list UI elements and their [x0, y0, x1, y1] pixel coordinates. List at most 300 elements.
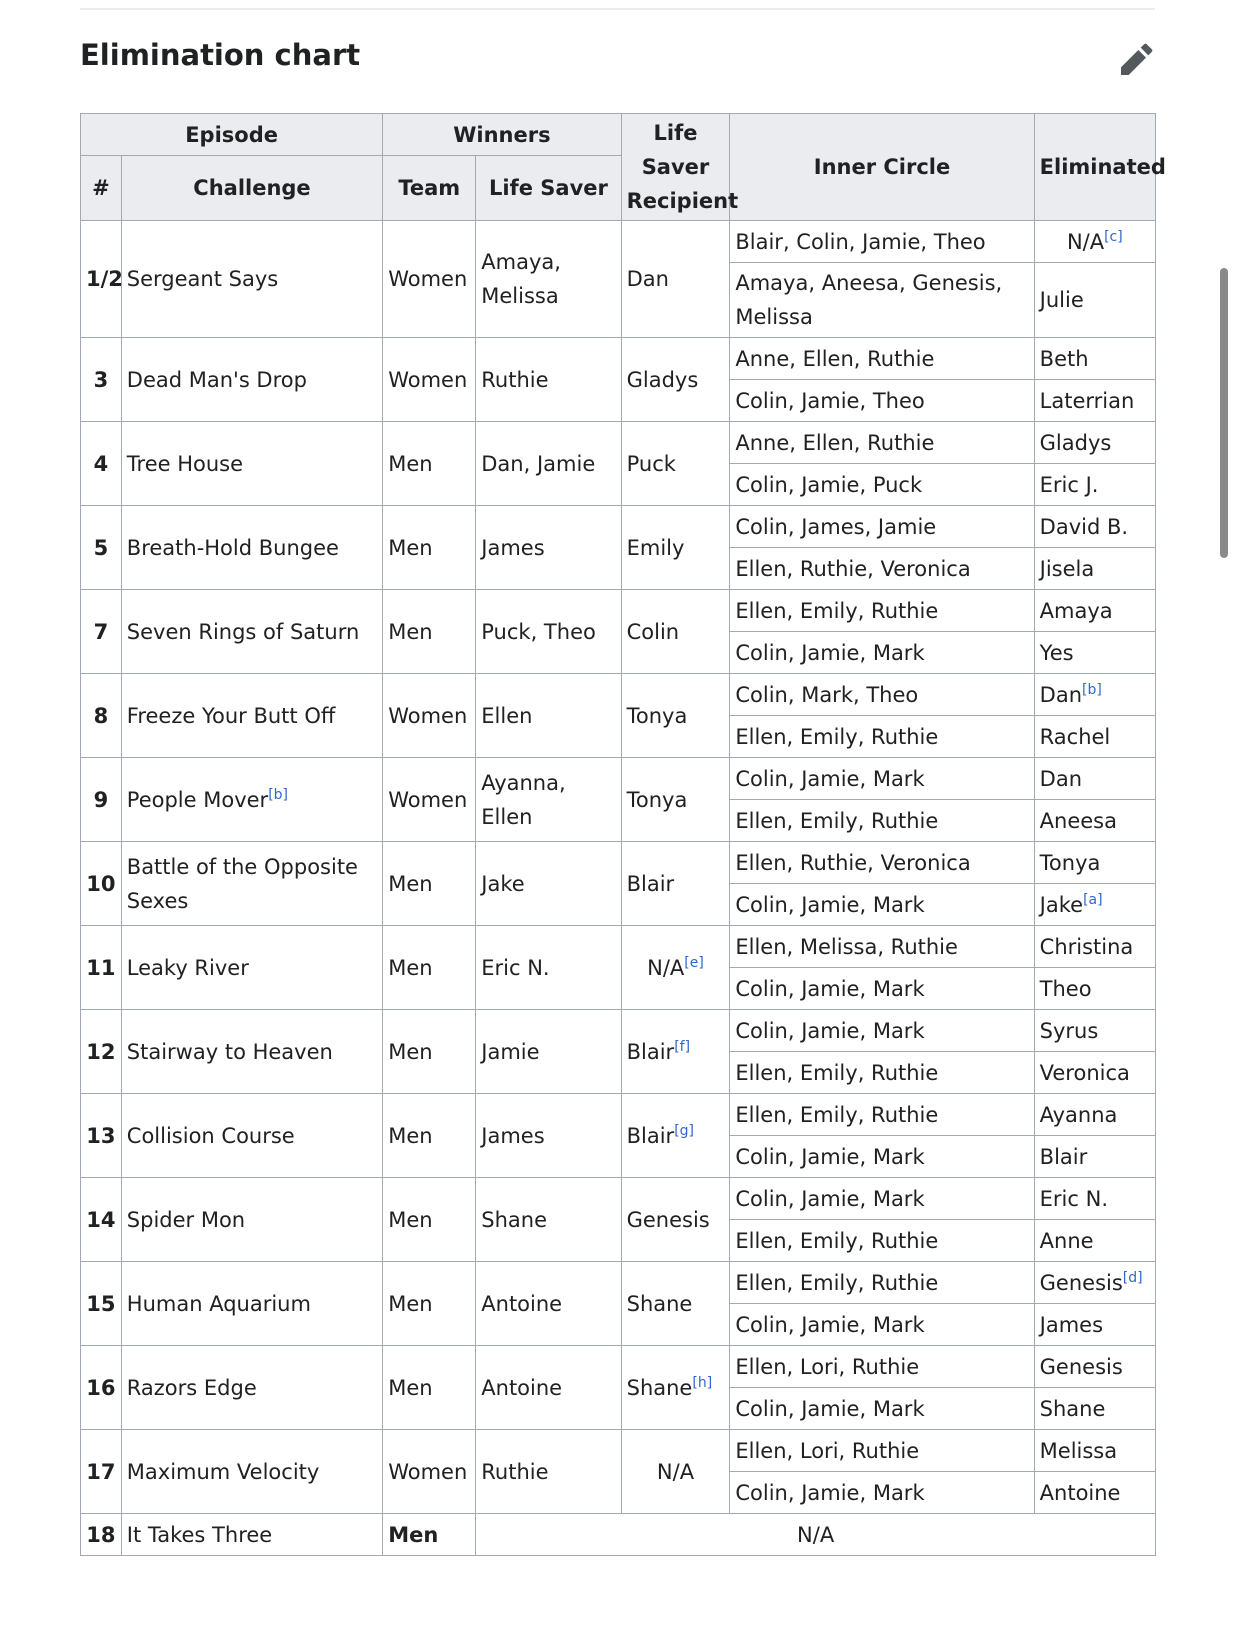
inner-circle-cell — [730, 1430, 1034, 1472]
episode-number — [81, 506, 122, 590]
team-cell-text: Men — [388, 955, 433, 980]
challenge-cell — [121, 1514, 382, 1556]
eliminated-cell — [1034, 1010, 1155, 1052]
recipient-cell-text: Puck — [626, 451, 676, 476]
header-team: Team — [383, 156, 476, 221]
recipient-cell-text: N/A — [656, 1459, 695, 1484]
team-cell-text: Men — [388, 535, 433, 560]
eliminated-cell-text: Gladys — [1039, 430, 1112, 455]
team-cell — [383, 1178, 476, 1262]
eliminated-cell-text: Aneesa — [1039, 808, 1117, 833]
footnote-link[interactable]: [b] — [1082, 681, 1102, 698]
life-saver-cell — [476, 338, 621, 422]
episode-number — [81, 842, 122, 926]
table-row — [81, 221, 1156, 263]
inner-circle-cell-text: Colin, Jamie, Puck — [735, 472, 923, 497]
inner-circle-cell-text: Colin, James, Jamie — [735, 514, 937, 539]
episode-number-text: 13 — [86, 1123, 116, 1148]
eliminated-cell-text: Genesis — [1039, 1270, 1123, 1295]
header-inner-circle: Inner Circle — [730, 114, 1034, 221]
life-saver-cell-text: Shane — [481, 1207, 548, 1232]
inner-circle-cell-text: Colin, Jamie, Mark — [735, 976, 925, 1001]
footnote-link[interactable]: [d] — [1122, 1269, 1143, 1286]
challenge-cell — [121, 1430, 382, 1514]
episode-number — [81, 758, 122, 842]
challenge-cell-text: Maximum Velocity — [126, 1459, 320, 1484]
life-saver-cell — [476, 1430, 621, 1514]
eliminated-cell-text: Ayanna — [1039, 1102, 1118, 1127]
eliminated-cell-text: Dan — [1039, 766, 1083, 791]
episode-number-text: 11 — [86, 955, 116, 980]
recipient-cell-text: Emily — [626, 535, 685, 560]
eliminated-cell — [1034, 1430, 1155, 1472]
table-row — [81, 1346, 1156, 1388]
inner-circle-cell-text: Ellen, Emily, Ruthie — [735, 1270, 939, 1295]
inner-circle-cell-text: Colin, Jamie, Theo — [735, 388, 925, 413]
recipient-cell — [621, 674, 730, 758]
recipient-cell — [621, 842, 730, 926]
episode-number-text: 18 — [86, 1522, 116, 1547]
inner-circle-cell-text: Ellen, Lori, Ruthie — [735, 1438, 920, 1463]
table-row — [81, 590, 1156, 632]
episode-number-text: 4 — [93, 451, 109, 476]
team-cell-text: Men — [388, 1291, 433, 1316]
life-saver-cell-text: Ruthie — [481, 1459, 549, 1484]
inner-circle-cell — [730, 506, 1034, 548]
na-cell — [476, 1514, 1156, 1556]
eliminated-cell — [1034, 968, 1155, 1010]
challenge-cell-text: Seven Rings of Saturn — [126, 619, 360, 644]
eliminated-cell-text: Blair — [1039, 1144, 1088, 1169]
table-row — [81, 926, 1156, 968]
team-cell-text: Women — [388, 267, 468, 291]
inner-circle-cell — [730, 1304, 1034, 1346]
footnote-link[interactable]: [b] — [268, 786, 288, 803]
recipient-cell — [621, 422, 730, 506]
team-cell — [383, 1346, 476, 1430]
life-saver-cell-text: Amaya, Melissa — [481, 250, 561, 308]
team-cell — [383, 758, 476, 842]
challenge-cell — [121, 590, 382, 674]
challenge-cell — [121, 1178, 382, 1262]
eliminated-cell-text: Melissa — [1039, 1438, 1118, 1463]
life-saver-cell — [476, 506, 621, 590]
recipient-cell-text: Dan — [626, 267, 669, 291]
life-saver-cell-text: Antoine — [481, 1375, 563, 1400]
episode-number — [81, 338, 122, 422]
inner-circle-cell — [730, 338, 1034, 380]
recipient-cell — [621, 221, 730, 338]
episode-number-text: 5 — [93, 535, 109, 560]
team-cell-text: Men — [388, 1123, 433, 1148]
inner-circle-cell-text: Colin, Jamie, Mark — [735, 892, 925, 917]
inner-circle-cell — [730, 1052, 1034, 1094]
episode-number — [81, 1514, 122, 1556]
challenge-cell-text: Leaky River — [126, 955, 249, 980]
eliminated-cell — [1034, 464, 1155, 506]
inner-circle-cell — [730, 1220, 1034, 1262]
episode-number-text: 8 — [93, 703, 109, 728]
episode-number — [81, 1346, 122, 1430]
life-saver-cell — [476, 422, 621, 506]
inner-circle-cell-text: Colin, Jamie, Mark — [735, 1312, 925, 1337]
eliminated-cell — [1034, 221, 1155, 263]
challenge-cell — [121, 1346, 382, 1430]
inner-circle-cell — [730, 380, 1034, 422]
challenge-cell — [121, 422, 382, 506]
recipient-cell-text: Shane — [626, 1375, 693, 1400]
recipient-cell-text: Shane — [626, 1291, 693, 1316]
challenge-cell — [121, 1010, 382, 1094]
inner-circle-cell — [730, 674, 1034, 716]
eliminated-cell-text: Shane — [1039, 1396, 1106, 1421]
life-saver-cell — [476, 842, 621, 926]
episode-number — [81, 422, 122, 506]
table-row — [81, 1262, 1156, 1304]
eliminated-cell — [1034, 263, 1155, 338]
life-saver-cell — [476, 674, 621, 758]
eliminated-cell — [1034, 590, 1155, 632]
eliminated-cell — [1034, 674, 1155, 716]
table-row — [81, 1514, 1156, 1556]
team-cell — [383, 221, 476, 338]
pencil-icon[interactable] — [1116, 40, 1156, 80]
team-cell-text: Women — [388, 787, 468, 812]
inner-circle-cell-text: Colin, Jamie, Mark — [735, 1186, 925, 1211]
life-saver-cell-text: Ayanna, Ellen — [481, 770, 566, 829]
recipient-cell — [621, 1430, 730, 1514]
recipient-cell — [621, 758, 730, 842]
eliminated-cell — [1034, 926, 1155, 968]
team-cell-text: Men — [388, 451, 433, 476]
inner-circle-cell — [730, 926, 1034, 968]
challenge-cell-text: Battle of the Opposite Sexes — [126, 854, 358, 913]
recipient-cell-text: Colin — [626, 619, 680, 644]
team-cell — [383, 338, 476, 422]
episode-number — [81, 1430, 122, 1514]
inner-circle-cell-text: Ellen, Emily, Ruthie — [735, 1228, 939, 1253]
life-saver-cell — [476, 926, 621, 1010]
eliminated-cell-text: Syrus — [1039, 1018, 1099, 1043]
team-cell — [383, 1262, 476, 1346]
challenge-cell-text: Human Aquarium — [126, 1291, 311, 1316]
header-eliminated: Eliminated — [1034, 114, 1155, 221]
inner-circle-cell-text: Ellen, Emily, Ruthie — [735, 724, 939, 749]
recipient-cell — [621, 506, 730, 590]
eliminated-cell-text: Laterrian — [1039, 388, 1135, 413]
recipient-cell-text: Gladys — [626, 367, 699, 392]
team-cell — [383, 590, 476, 674]
challenge-cell — [121, 1262, 382, 1346]
challenge-cell-text: Spider Mon — [126, 1207, 246, 1232]
inner-circle-cell-text: Amaya, Aneesa, Genesis, Melissa — [735, 271, 1003, 329]
eliminated-cell-text: Julie — [1039, 288, 1084, 312]
eliminated-cell — [1034, 1052, 1155, 1094]
challenge-cell — [121, 1094, 382, 1178]
challenge-cell-text: Stairway to Heaven — [126, 1039, 333, 1064]
eliminated-cell-text: Genesis — [1039, 1354, 1123, 1379]
life-saver-cell-text: Antoine — [481, 1291, 563, 1316]
eliminated-cell-text: Veronica — [1039, 1060, 1130, 1085]
inner-circle-cell — [730, 1136, 1034, 1178]
eliminated-cell-text: David B. — [1039, 514, 1129, 539]
inner-circle-cell-text: Ellen, Emily, Ruthie — [735, 808, 939, 833]
table-row — [81, 1010, 1156, 1052]
challenge-cell-text: Collision Course — [126, 1123, 295, 1148]
footnote-link[interactable]: [e] — [684, 954, 704, 971]
challenge-cell-text: Freeze Your Butt Off — [126, 703, 336, 728]
inner-circle-cell-text: Ellen, Ruthie, Veronica — [735, 850, 971, 875]
eliminated-cell — [1034, 632, 1155, 674]
recipient-cell — [621, 338, 730, 422]
challenge-cell — [121, 842, 382, 926]
inner-circle-cell-text: Ellen, Emily, Ruthie — [735, 1060, 939, 1085]
inner-circle-cell — [730, 1388, 1034, 1430]
eliminated-cell — [1034, 338, 1155, 380]
team-cell-text: Women — [388, 367, 468, 392]
eliminated-cell-text: Theo — [1039, 976, 1092, 1001]
inner-circle-cell — [730, 716, 1034, 758]
eliminated-cell-text: Christina — [1039, 934, 1134, 959]
life-saver-cell — [476, 1346, 621, 1430]
eliminated-cell — [1034, 380, 1155, 422]
eliminated-cell — [1034, 716, 1155, 758]
inner-circle-cell — [730, 1262, 1034, 1304]
inner-circle-cell-text: Colin, Jamie, Mark — [735, 640, 925, 665]
recipient-cell — [621, 1010, 730, 1094]
episode-number — [81, 221, 122, 338]
inner-circle-cell-text: Colin, Jamie, Mark — [735, 766, 925, 791]
table-row — [81, 1178, 1156, 1220]
inner-circle-cell — [730, 1178, 1034, 1220]
challenge-cell-text: People Mover — [126, 787, 269, 812]
table-row — [81, 1094, 1156, 1136]
footnote-link[interactable]: [h] — [692, 1374, 713, 1391]
recipient-cell-text: Genesis — [626, 1207, 710, 1232]
eliminated-cell-text: Tonya — [1039, 850, 1101, 875]
eliminated-cell-text: Jake — [1039, 892, 1084, 917]
inner-circle-cell-text: Colin, Jamie, Mark — [735, 1480, 925, 1505]
footnote-link[interactable]: [c] — [1104, 228, 1123, 245]
challenge-cell — [121, 338, 382, 422]
eliminated-cell — [1034, 1304, 1155, 1346]
table-row — [81, 842, 1156, 884]
inner-circle-cell-text: Colin, Jamie, Mark — [735, 1396, 925, 1421]
episode-number-text: 12 — [86, 1039, 116, 1064]
life-saver-cell-text: Puck, Theo — [481, 619, 596, 644]
recipient-cell-text: Blair — [626, 1123, 675, 1148]
life-saver-cell-text: Ellen — [481, 703, 533, 728]
challenge-cell — [121, 926, 382, 1010]
team-cell-text: Women — [388, 703, 468, 728]
eliminated-cell-text: Amaya — [1039, 598, 1113, 623]
eliminated-cell-text: Rachel — [1039, 724, 1111, 749]
challenge-cell-text: Dead Man's Drop — [126, 367, 307, 392]
table-row — [81, 338, 1156, 380]
challenge-cell — [121, 506, 382, 590]
eliminated-cell — [1034, 800, 1155, 842]
team-cell — [383, 674, 476, 758]
episode-number — [81, 926, 122, 1010]
eliminated-cell-text: Eric J. — [1039, 472, 1099, 497]
eliminated-cell-text: N/A — [1066, 229, 1105, 254]
recipient-cell — [621, 1346, 730, 1430]
episode-number-text: 3 — [93, 367, 109, 392]
inner-circle-cell — [730, 590, 1034, 632]
eliminated-cell — [1034, 1220, 1155, 1262]
team-cell — [383, 1514, 476, 1556]
eliminated-cell — [1034, 758, 1155, 800]
team-cell — [383, 1430, 476, 1514]
episode-number-text: 15 — [86, 1291, 116, 1316]
footnote-link[interactable]: [g] — [674, 1122, 694, 1139]
inner-circle-cell — [730, 1346, 1034, 1388]
life-saver-cell — [476, 221, 621, 338]
life-saver-cell-text: Jamie — [481, 1039, 540, 1064]
recipient-cell — [621, 926, 730, 1010]
recipient-cell — [621, 1094, 730, 1178]
recipient-cell-text: Tonya — [626, 703, 688, 728]
eliminated-cell-text: Beth — [1039, 346, 1089, 371]
inner-circle-cell — [730, 1010, 1034, 1052]
challenge-cell — [121, 674, 382, 758]
episode-number — [81, 1010, 122, 1094]
recipient-cell-text: Tonya — [626, 787, 688, 812]
team-cell-text: Men — [388, 1207, 433, 1232]
team-cell — [383, 506, 476, 590]
episode-number-text: 16 — [86, 1375, 116, 1400]
team-cell — [383, 422, 476, 506]
inner-circle-cell — [730, 968, 1034, 1010]
challenge-cell — [121, 758, 382, 842]
episode-number-text: 7 — [93, 619, 109, 644]
challenge-cell-text: Sergeant Says — [126, 267, 279, 291]
table-row — [81, 422, 1156, 464]
eliminated-cell-text: Eric N. — [1039, 1186, 1108, 1211]
episode-number-text: 1/2 — [86, 267, 123, 291]
header-winners: Winners — [383, 114, 621, 156]
top-divider — [80, 8, 1155, 10]
inner-circle-cell — [730, 842, 1034, 884]
life-saver-cell — [476, 758, 621, 842]
team-cell-text: Women — [388, 1459, 468, 1484]
header-episode: Episode — [81, 114, 383, 156]
episode-number — [81, 674, 122, 758]
episode-number-text: 9 — [93, 787, 109, 812]
episode-number — [81, 1262, 122, 1346]
eliminated-cell — [1034, 422, 1155, 464]
life-saver-cell-text: Eric N. — [481, 955, 550, 980]
eliminated-cell — [1034, 1178, 1155, 1220]
inner-circle-cell — [730, 263, 1034, 338]
header-life-saver: Life Saver — [476, 156, 621, 221]
life-saver-cell-text: James — [481, 1123, 545, 1148]
team-cell-text: Men — [388, 619, 433, 644]
inner-circle-cell — [730, 1094, 1034, 1136]
recipient-cell-text: Blair — [626, 871, 675, 896]
challenge-cell-text: Breath-Hold Bungee — [126, 535, 339, 560]
recipient-cell — [621, 590, 730, 674]
eliminated-cell — [1034, 1346, 1155, 1388]
life-saver-cell-text: Dan, Jamie — [481, 451, 596, 476]
inner-circle-cell-text: Colin, Jamie, Mark — [735, 1144, 925, 1169]
inner-circle-cell-text: Anne, Ellen, Ruthie — [735, 430, 935, 455]
eliminated-cell — [1034, 842, 1155, 884]
eliminated-cell — [1034, 1136, 1155, 1178]
team-cell-text: Men — [388, 1039, 433, 1064]
recipient-cell-text: N/A — [647, 955, 685, 980]
inner-circle-cell — [730, 1472, 1034, 1514]
inner-circle-cell-text: Colin, Jamie, Mark — [735, 1018, 925, 1043]
challenge-cell-text: It Takes Three — [126, 1522, 273, 1547]
life-saver-cell — [476, 1010, 621, 1094]
challenge-cell-text: Tree House — [126, 451, 244, 476]
recipient-cell — [621, 1262, 730, 1346]
table-row — [81, 674, 1156, 716]
inner-circle-cell — [730, 422, 1034, 464]
team-cell — [383, 926, 476, 1010]
challenge-cell — [121, 221, 382, 338]
eliminated-cell-text: Yes — [1039, 640, 1074, 665]
life-saver-cell — [476, 1178, 621, 1262]
eliminated-cell — [1034, 548, 1155, 590]
eliminated-cell-text: Jisela — [1039, 556, 1095, 581]
footnote-link[interactable]: [f] — [674, 1038, 691, 1055]
team-cell — [383, 1094, 476, 1178]
inner-circle-cell-text: Blair, Colin, Jamie, Theo — [735, 229, 986, 254]
life-saver-cell-text: Ruthie — [481, 367, 549, 392]
header-challenge: Challenge — [121, 156, 382, 221]
inner-circle-cell-text: Ellen, Ruthie, Veronica — [735, 556, 971, 581]
eliminated-cell — [1034, 1472, 1155, 1514]
elimination-table — [80, 113, 1166, 1556]
inner-circle-cell-text: Anne, Ellen, Ruthie — [735, 346, 935, 371]
eliminated-cell — [1034, 1094, 1155, 1136]
episode-number — [81, 1178, 122, 1262]
eliminated-cell-text: Anne — [1039, 1228, 1094, 1253]
life-saver-cell — [476, 1094, 621, 1178]
inner-circle-cell — [730, 884, 1034, 926]
episode-number — [81, 1094, 122, 1178]
footnote-link[interactable]: [a] — [1083, 891, 1103, 908]
team-cell-text: Men — [388, 1522, 439, 1547]
section-heading: Elimination chart — [80, 38, 361, 72]
na-cell-text: N/A — [797, 1522, 835, 1547]
inner-circle-cell — [730, 548, 1034, 590]
eliminated-cell-text: Dan — [1039, 682, 1083, 707]
episode-number — [81, 590, 122, 674]
eliminated-cell-text: James — [1039, 1312, 1104, 1337]
inner-circle-cell — [730, 800, 1034, 842]
inner-circle-cell — [730, 464, 1034, 506]
inner-circle-cell-text: Colin, Mark, Theo — [735, 682, 919, 707]
episode-number-text: 17 — [86, 1459, 116, 1484]
inner-circle-cell-text: Ellen, Emily, Ruthie — [735, 1102, 939, 1127]
inner-circle-cell — [730, 758, 1034, 800]
inner-circle-cell — [730, 221, 1034, 263]
table-row — [81, 758, 1156, 800]
table-row — [81, 1430, 1156, 1472]
header-recipient: Life Saver Recipient — [621, 114, 730, 221]
challenge-cell-text: Razors Edge — [126, 1375, 257, 1400]
inner-circle-cell-text: Ellen, Emily, Ruthie — [735, 598, 939, 623]
episode-number-text: 14 — [86, 1207, 116, 1232]
eliminated-cell — [1034, 884, 1155, 926]
recipient-cell — [621, 1178, 730, 1262]
scrollbar[interactable] — [1220, 268, 1228, 558]
life-saver-cell — [476, 1262, 621, 1346]
table-row — [81, 506, 1156, 548]
